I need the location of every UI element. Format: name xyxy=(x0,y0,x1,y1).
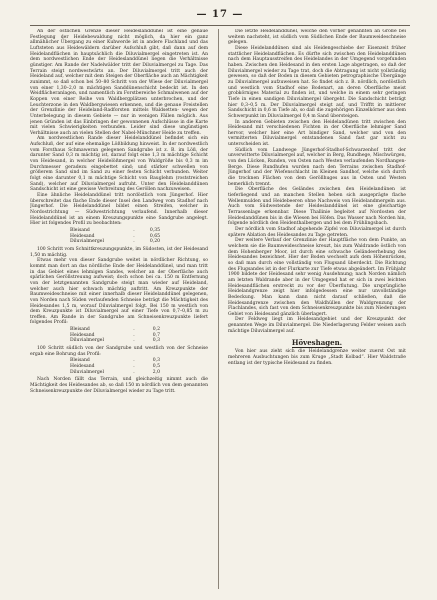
paragraph: Der nördlich vom Stadhof abgehende Zipfel von Diluvialmergel ist durch spätere Ablation des Heidesandes zu Tage getreten. xyxy=(228,226,406,238)
profile-row: Bleisand . 0,2 xyxy=(70,327,160,333)
paragraph: Der Feldweg liegt im Heidesandgebiet und der Kreuzpunkt der genannten Wege im Diluvialmergel. Die Niederlagerung Felder weisen auch mächtige Diluvialmergel auf. xyxy=(228,317,406,334)
soil-profile-list xyxy=(70,228,208,245)
paragraph: In anderen Gebieten zwischen den Heidelandünen tritt zwischen den Heidesand mit verschiedenen Fichten in der Oberfläche lehmiger Sand hervor, welcher hier eine Art bindiger Sand, welcher und von den vermitterten Diluvialmergel entstandenen Sand fast gar nicht zu unterscheiden ist. xyxy=(228,119,406,148)
profile-layer: Heidesand xyxy=(70,233,95,239)
profile-layer: Diluvialmergel xyxy=(70,239,104,245)
soil-profile-list xyxy=(70,358,208,375)
section-heading-text: Höveshagen. xyxy=(291,338,343,348)
paragraph: Von hier aus zieht sich die Heidelandgrenze weiter zuerst Ost mit mehreren Ausbuchtungen bis zum Kruge „Stadt Kolbad“. Hier Waldstraße entlang ist der typische Heidesand zu finden. xyxy=(228,349,406,366)
profile-layer: Diluvialmergel xyxy=(70,369,104,375)
paragraph: Der weitere Verlauf der Grenzlinie der Hauptfläche von dem Punkte, an welchem sie die Baumweideschneise kreuzt, bis zum Waldrande östlich von dem Hohenberger Moor, ist durch eine schwache Geländeerhebung des Heidesandes bezeichnet. Hier der Boden wechselt aufs dem Höhenrücken, so daß man durch eine vollständig von Flugsand überdeckt. Die Richtung des Flugsandes ist in der Flurkarte zur Tiefe etwas abgeändert. Im Frühjahr 1900 bildete der Heidesand sehr wenig Ausdehnung; nach Norden nämlich am letzten Waldrande aber in der Umgegend hat er sich in zwei leichten Heidesandflächen erstreckt zu vor der Überflutung. Die ursprüngliche Heidelandgrenze zeigt hier infolgedessen eine nur unvollständige Bedeckung. Man kann dann nicht darauf schließen, daß die Heidesandgrenze zwischen den Waldhüllen der Waldgrenzung der Flachlandes, sich fast von dem Schneisenkreuzpunkte bis zum Niederungen Gebiet von Heidesand gänzlich überlagert. xyxy=(228,238,406,317)
paragraph: Am nordwestlichen Rande dieser Heidelanddünel befindet sich ein Aufschluß, der auf eine ehemalige Lößbildung hinweist. In der nordwestlich vom Forsthaus Schmaweran gelegenen Sandgrube ist z. B. im Löß, der darunter Sand 0,3 m mächtig ist, darauf folgt eine 1,3 m mächtige Schicht von Heidesand, in welcher Heidelößmergel von Waldgröße bis 0,3 m im Durchmesser geradezu eingebettet sind; und stärker schwellen von größerem Sand sind im Sand zu einer festen Schicht verbunden. Weiter folgt eine darunter 0,1 m mächtige Schicht von Bauglehm (roststreichen Sand), welcher auf Diluvialmergel aufruht. Unter den Heidelanddünen Sandschicht ist eine gewisse Verbreitung des Geröllen nachzuweisen. xyxy=(30,136,208,193)
paragraph: Die letzte Heidelanddünel, welche den vorher genannten an Größe bei weitem nachsteht, ist südlich vom Südlichen Ende der Baumweideschneise gelegen. xyxy=(228,29,406,46)
section-heading xyxy=(228,338,406,347)
column-divider xyxy=(218,29,219,589)
profile-depth: 0,2 xyxy=(152,327,160,333)
profile-depth: 0,3 xyxy=(152,358,160,364)
profile-row: Diluvialmergel . 2,0 xyxy=(70,369,160,375)
profile-row: Bleisand . 0,35 xyxy=(70,227,160,233)
page-number: — 17 — xyxy=(196,9,244,20)
profile-layer: Heidesand xyxy=(70,364,95,370)
profile-depth: 0,7 xyxy=(152,332,160,338)
left-column xyxy=(30,29,208,589)
profile-row: Diluvialmergel . 0,3 xyxy=(70,338,160,344)
profile-depth: 0,5 xyxy=(152,364,160,370)
paragraph: Nach Norden fällt das Terrain, und gleichzeitig nimmt auch die Mächtigkeit des Heidesandes ab, so daß 150 m nördlich von dem genannten Schneisenkreuzpunkte der Diluvialmergel wieder zu Tage tritt. xyxy=(30,377,208,394)
paragraph: An der östlichen Grenze dieser Heideslanddünel ist eine genaue Festlegung der Heidebewaldung nicht möglich, da hier ein ganz allmählicher Übergang zu einer Kuhwerde ist in andere Flachland und das Luftsteten aus Heidewäldern darüber Aufschluß gibt, daß dann auf dem Heidelandflächen in hauptsächlich die Diluvialmergel eingetreten ist. An dem nordwestlichen Ende der Heideslanddünel liegen die Verhältnisse günstiger. Am Rande der Nadelwälder tritt der Diluvialmergel zu Tage. Das Terrain steigt nordwestwärts an. Der Diluvialmergel tritt auch der Heideland auf, welcher mit dem Steigen der Oberfläche auch an Mächtigkeit zunimmt, so daß schon bei 50–80 Schritt von der Wiese der Diluvialmergel von einer 1,30–2,0 m mächtigen Sanddünenschicht bedeckt ist. In den Weidflächeranlagen, und namentlich im Forstbereiche Schmalwenen auf der Koppen von einer Reihe von Waldbergplätzen unterbrochen, und der Leuchterzone in den Waldbergwiesen erkennen, und die genaue Freistellen der Grenzlinie der Heideland-Radforsten mittels Waldsetten- wegen der Unterbelegung in diesem Gebiete — nur in wenigen Fällen möglich. Aus jenen Gründen ist das Einbringen der gewonnenen Aufschlüsse in die Karte mit vielen Schwierigkeiten verbunden. Leider sind diese ungünstigen Verhältnisse auch an vielen Stellen der Nabel-Münchner Heide zu treffen. xyxy=(30,29,208,136)
paragraph: Die Oberfläche des Geländes zwischen den Heidelandünen ist tieferliegend und an manchen Stellen heben sich ausgeprägte flache Wellenmulden und Heidebeeren ohne Nachweis von Heidelandmergeln aus. Auch vom Südwestende der Heideslanddünel ist eine gleichartige Terrassenlage erkennbar. Diese Thallinie begleitet auf Nordosten der Heideslanddünen bis in die Wiesen bei Höfen. Das Wasser nach Norden hin, folgende nördlich den Heidenthalbergen und bei dem Frühlingsbach. xyxy=(228,187,406,227)
paragraph: 100 Schritt südlich von der Sandgrube und westlich von der Schneise ergab eine Bohrung das Profil: xyxy=(30,346,208,357)
profile-depth: 0,35 xyxy=(149,227,160,233)
paragraph: Etwas mehr von dieser Sandgrube weitet in nördlicher Richtung, so kommt man dort an das nördliche Ende der Heidelanddünel, und man tritt in das Gebiet eines lehmigen Sandes, welcher an der Oberfläche auch spärlichen Geröllstreuung aufweist; doch schon bei ca. 150 m Entfernung von der letztgenannten Sandgrube steigt man wieder auf Heideland, welcher auch hier schwach mächtig auftritt. Am Kreuzpunkte der Baumweideschneise mit einer innerhalb dieser Heidelanddünel gelegenen, von Norden nach Süden verlaufenden Schneise beträgt die Mächtigkeit des Heidesandes 1,5 m, worauf Diluvialmergel folgt. Bei 150 m westlich von dem Kreuzpunkte ist Diluvialmergel auf einer Tiefe von 0,7–0,85 m zu treffen. Am Rande in der Sandgrube am Schneisenkreuzpunkte liefert folgendes Profil: xyxy=(30,258,208,326)
profile-depth: 0,20 xyxy=(149,239,160,245)
profile-depth: 0,65 xyxy=(149,233,160,239)
paragraph: 100 Schritt vom Schnittkreuzungspunkte, im Südosten, ist der Heidesand 1,50 m mächtig. xyxy=(30,246,208,258)
profile-row: Bleisand . 0,3 xyxy=(70,358,160,364)
right-column xyxy=(228,29,406,589)
profile-layer: Diluvialmergel xyxy=(70,338,104,344)
profile-row: Heidesand . 0,65 xyxy=(70,233,160,239)
profile-depth: 0,3 xyxy=(152,338,160,344)
profile-depth: 2,0 xyxy=(152,369,160,375)
paragraph: Südlich vom Landwege Jüngerhof-Stadhof-Schwarzenhof tritt der unverwitterte Diluvialmergel auf, welcher in Berg, Rundhege, Mischwürgen, von den Lücken, Runden, von Osten nach Westen verlaufenden Nordhangen-Berge. Diese Rundhufen wurden nach den Terrains zwischen Stadhof-Jüngerhof und der Wiefenschlacht im Kleinen Sandhof, welche sich durch die trocknen Flächen von dem Geröllhuges aus in Osten und Westen bemerklich trennt. xyxy=(228,147,406,187)
profile-layer: Heidesand xyxy=(70,332,95,338)
profile-layer: Bleisand xyxy=(70,358,90,364)
profile-layer: Bleisand xyxy=(70,327,90,333)
paragraph: Eine ähnliche Heidelanddünel tritt nordöstlich vom Jüngerhof. Hier überschreitet das flache Ende dieser Insel den Landweg vom Stadhof nach Jüngerhof. Die Heidelanddünel bildet einen Streifen, welcher in Nordostrichtung — Südwestrichtung verlaufend. Innerhalb dieser Heidelanddünel ist an einem Kreuzungspunkte eine Sandgrube angelegt. Hier ist folgendes Profil zu beobachten: xyxy=(30,193,208,227)
profile-row: Heidesand . 0,5 xyxy=(70,364,160,370)
header-rule xyxy=(30,25,410,26)
paragraph: Diese Heidelanddünen sind als Heidengeschiebe der Eisenzeit früher stattlicher Heidelandflächen. Es dürfte sich zwischen den Heidelanddünen nach dem Hauptausstreifen des Heidelandes in der Umgegend vorgefunden haben. Zwischen den Heidesand in den ersten Lage abgetragen, so daß der Diluvialmergel wieder zu Tage trat, doch die Abtragung ist nicht vollständig gewesen, so daß der Boden in diesem Gebieten petrographische Übergänge zu Diluvialmergel aufzuweisen hat. So findet sich z. B. nördlich, nordöstlich und westlich vom Stadhof eine Bodenart, an deren Oberfläche meist grobkörniges Material zu finden ist, und welche in einem sehr geringen Tiefe in einen sandigen Diluvialmergel übergeht. Die Sandschicht beträgt hier 0,3–0,5 m. Der Diluvialmergel steigt auf, und Trifftt in mittlerer Sandschicht in 0,6 m Tiefe ab, so daß die zugehörigen Einzelkörner aus dem Schwerpunkt im Diluvialmergel 0,4 m Sand übersteigen. xyxy=(228,45,406,119)
soil-profile-list xyxy=(70,327,208,344)
profile-row: Diluvialmergel . 0,20 xyxy=(70,239,160,245)
profile-row: Heidesand . 0,7 xyxy=(70,332,160,338)
profile-layer: Bleisand xyxy=(70,227,90,233)
